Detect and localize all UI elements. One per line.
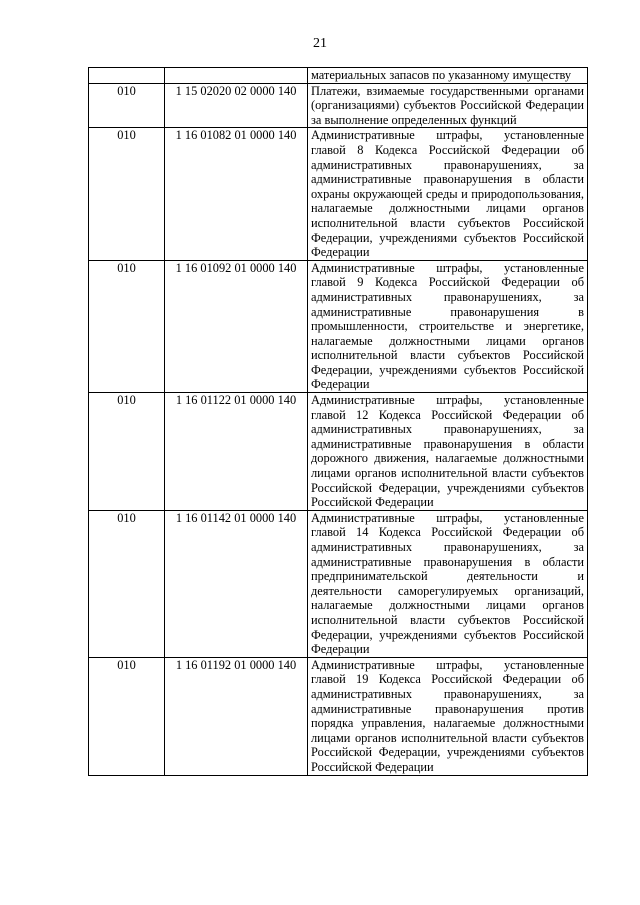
description-cell: Административные штрафы, установленные главой 14 Кодекса Российской Федерации об административных правонарушениях, за административные правонарушения в области предпринимательской деятельности и деятельности саморегулируемых организаций, налагаемые должностными лицами органов исполнительной власти субъектов Российской Федерации, учреждениями субъектов Российской Федерации bbox=[308, 510, 588, 657]
kbk-code-cell bbox=[165, 68, 308, 84]
admin-code-cell: 010 bbox=[89, 83, 165, 128]
table-row bbox=[89, 128, 588, 260]
kbk-code-cell: 1 16 01122 01 0000 140 bbox=[165, 393, 308, 511]
table-row bbox=[89, 260, 588, 392]
revenue-codes-table bbox=[88, 67, 588, 776]
table-row bbox=[89, 657, 588, 775]
admin-code-cell: 010 bbox=[89, 260, 165, 392]
description-cell: Административные штрафы, установленные главой 8 Кодекса Российской Федерации об административных правонарушениях, за административные правонарушения в области охраны окружающей среды и природопользования, налагаемые должностными лицами органов исполнительной власти субъектов Российской Федерации, учреждениями субъектов Российской Федерации bbox=[308, 128, 588, 260]
kbk-code-cell: 1 15 02020 02 0000 140 bbox=[165, 83, 308, 128]
description-cell: материальных запасов по указанному имуществу bbox=[308, 68, 588, 84]
kbk-code-cell: 1 16 01142 01 0000 140 bbox=[165, 510, 308, 657]
description-cell: Административные штрафы, установленные главой 19 Кодекса Российской Федерации об административных правонарушениях, за административные правонарушения против порядка управления, налагаемые должностными лицами органов исполнительной власти субъектов Российской Федерации, учреждениями субъектов Российской Федерации bbox=[308, 657, 588, 775]
table-row bbox=[89, 68, 588, 84]
table-row bbox=[89, 83, 588, 128]
description-cell: Административные штрафы, установленные главой 12 Кодекса Российской Федерации об административных правонарушениях, за административные правонарушения в области дорожного движения, налагаемые должностными лицами органов исполнительной власти субъектов Российской Федерации, учреждениями субъектов Российской Федерации bbox=[308, 393, 588, 511]
kbk-code-cell: 1 16 01092 01 0000 140 bbox=[165, 260, 308, 392]
description-cell: Платежи, взимаемые государственными органами (организациями) субъектов Российской Федерации за выполнение определенных функций bbox=[308, 83, 588, 128]
page-number: 21 bbox=[313, 36, 327, 51]
admin-code-cell: 010 bbox=[89, 657, 165, 775]
table-row bbox=[89, 393, 588, 511]
admin-code-cell: 010 bbox=[89, 128, 165, 260]
table-row bbox=[89, 510, 588, 657]
admin-code-cell: 010 bbox=[89, 510, 165, 657]
admin-code-cell: 010 bbox=[89, 393, 165, 511]
kbk-code-cell: 1 16 01192 01 0000 140 bbox=[165, 657, 308, 775]
admin-code-cell bbox=[89, 68, 165, 84]
description-cell: Административные штрафы, установленные главой 9 Кодекса Российской Федерации об административных правонарушениях, за административные правонарушения в промышленности, строительстве и энергетике, налагаемые должностными лицами органов исполнительной власти субъектов Российской Федерации, учреждениями субъектов Российской Федерации bbox=[308, 260, 588, 392]
kbk-code-cell: 1 16 01082 01 0000 140 bbox=[165, 128, 308, 260]
